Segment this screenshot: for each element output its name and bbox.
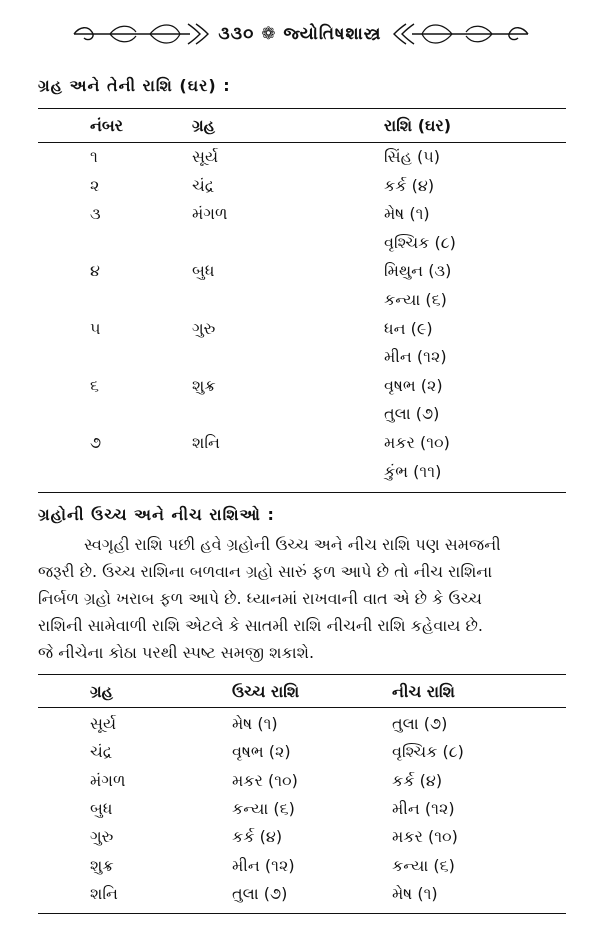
table2-header-exalted: ઉચ્ચ રાશિ <box>232 682 300 701</box>
table2-cell: શનિ <box>90 883 118 903</box>
table1-cell: મિથુન (૩) <box>384 261 452 281</box>
paragraph-line: નિર્બળ ગ્રહો ખરાબ ફળ આપે છે. ધ્યાનમાં રાખવાની વાત એ છે કે ઉચ્ચ <box>38 589 482 608</box>
table2-cell: તુલા (૭) <box>232 883 288 903</box>
table1-cell: ૭ <box>90 433 102 452</box>
paragraph-line: સ્વગૃહી રાશિ પછી હવે ગ્રહોની ઉચ્ચ અને નીચ રાશિ પણ સમજની <box>84 535 501 554</box>
table1-header-number: નંબર <box>90 116 124 135</box>
table1-cell: ૪ <box>90 261 100 281</box>
table2-cell: મકર (૧૦) <box>392 827 458 847</box>
table2-header-debilitated: નીચ રાશિ <box>392 682 456 701</box>
table2-cell: મેષ (૧) <box>232 714 278 733</box>
table1-header-planet: ગ્રહ <box>192 116 216 135</box>
table1-cell: સૂર્ય <box>192 147 219 166</box>
table1-cell: સિંહ (૫) <box>384 147 441 166</box>
table2-cell: કર્ક (૪) <box>392 770 443 790</box>
table1-title: ગ્રહ અને તેની રાશિ (ઘર) : <box>38 76 231 95</box>
table2-cell: ચંદ્ર <box>90 742 113 762</box>
paragraph-line: જરૂરી છે. ઉચ્ચ રાશિના બળવાન ગ્રહો સારું ફળ આપે છે તો નીચ રાશિના <box>38 562 493 581</box>
table1-cell: કર્ક (૪) <box>384 175 435 195</box>
table1-cell: મકર (૧૦) <box>384 433 450 452</box>
paragraph-line: રાશિની સામેવાળી રાશિ એટલે કે સાતમી રાશિ નીચની રાશિ કહેવાય છે. <box>38 616 483 635</box>
table1-cell: મીન (૧૨) <box>384 347 447 367</box>
table2-top-rule <box>38 674 566 675</box>
paragraph-line: જે નીચેના કોઠા પરથી સ્પષ્ટ સમજી શકાશે. <box>38 643 315 662</box>
table1-cell: કન્યા (૬) <box>384 290 447 309</box>
page-title: ૩૩૦ ❁ જ્યોતિષશાસ્ત્ર <box>218 24 382 44</box>
table2-cell: વૃશ્ચિક (૮) <box>392 742 464 762</box>
table2-cell: વૃષભ (૨) <box>232 742 291 762</box>
table1-cell: ૨ <box>90 175 100 195</box>
table2-cell: તુલા (૭) <box>392 714 448 733</box>
table1-cell: ૩ <box>90 204 101 224</box>
table2-cell: મકર (૧૦) <box>232 770 298 790</box>
table1-header-sign: રાશિ (ઘર) <box>384 116 452 135</box>
page-header <box>0 18 600 58</box>
table2-cell: ગુરુ <box>90 827 114 847</box>
table1-header-rule <box>38 142 566 143</box>
table1-cell: વૃષભ (૨) <box>384 375 443 395</box>
table1-cell: ચંદ્ર <box>192 175 215 195</box>
table1-cell: ગુરુ <box>192 318 216 338</box>
table2-bottom-rule <box>38 913 566 914</box>
table1-cell: મેષ (૧) <box>384 204 430 224</box>
table1-cell: મંગળ <box>192 204 228 224</box>
table2-header-rule <box>38 707 566 708</box>
table1-cell: શનિ <box>192 433 220 452</box>
table1-cell: ૬ <box>90 375 99 395</box>
table1-cell: ૧ <box>90 147 98 166</box>
section2-title: ગ્રહોની ઉચ્ચ અને નીચ રાશિઓ : <box>38 505 275 524</box>
table1-cell: કુંભ (૧૧) <box>384 461 442 481</box>
table2-cell: મંગળ <box>90 770 126 790</box>
table2-cell: મીન (૧૨) <box>392 798 455 818</box>
table1-top-rule <box>38 108 566 109</box>
table2-cell: કન્યા (૬) <box>392 855 455 875</box>
table2-cell: બુધ <box>90 798 113 818</box>
table2-cell: કન્યા (૬) <box>232 798 295 818</box>
table2-cell: સૂર્ય <box>90 714 117 733</box>
table1-cell: તુલા (૭) <box>384 404 440 424</box>
table2-cell: મીન (૧૨) <box>232 855 295 875</box>
table2-cell: કર્ક (૪) <box>232 827 283 847</box>
table2-header-planet: ગ્રહ <box>90 682 114 701</box>
table1-bottom-rule <box>38 492 566 493</box>
table1-cell: ૫ <box>90 318 101 338</box>
table1-cell: ધન (૯) <box>384 318 433 338</box>
section2-paragraph <box>38 531 566 666</box>
table2-cell: શુક્ર <box>90 855 114 875</box>
table2-cell: મેષ (૧) <box>392 883 438 903</box>
table1-cell: બુધ <box>192 261 215 281</box>
table1-cell: વૃશ્ચિક (૮) <box>384 232 456 252</box>
table1-cell: શુક્ર <box>192 375 216 395</box>
